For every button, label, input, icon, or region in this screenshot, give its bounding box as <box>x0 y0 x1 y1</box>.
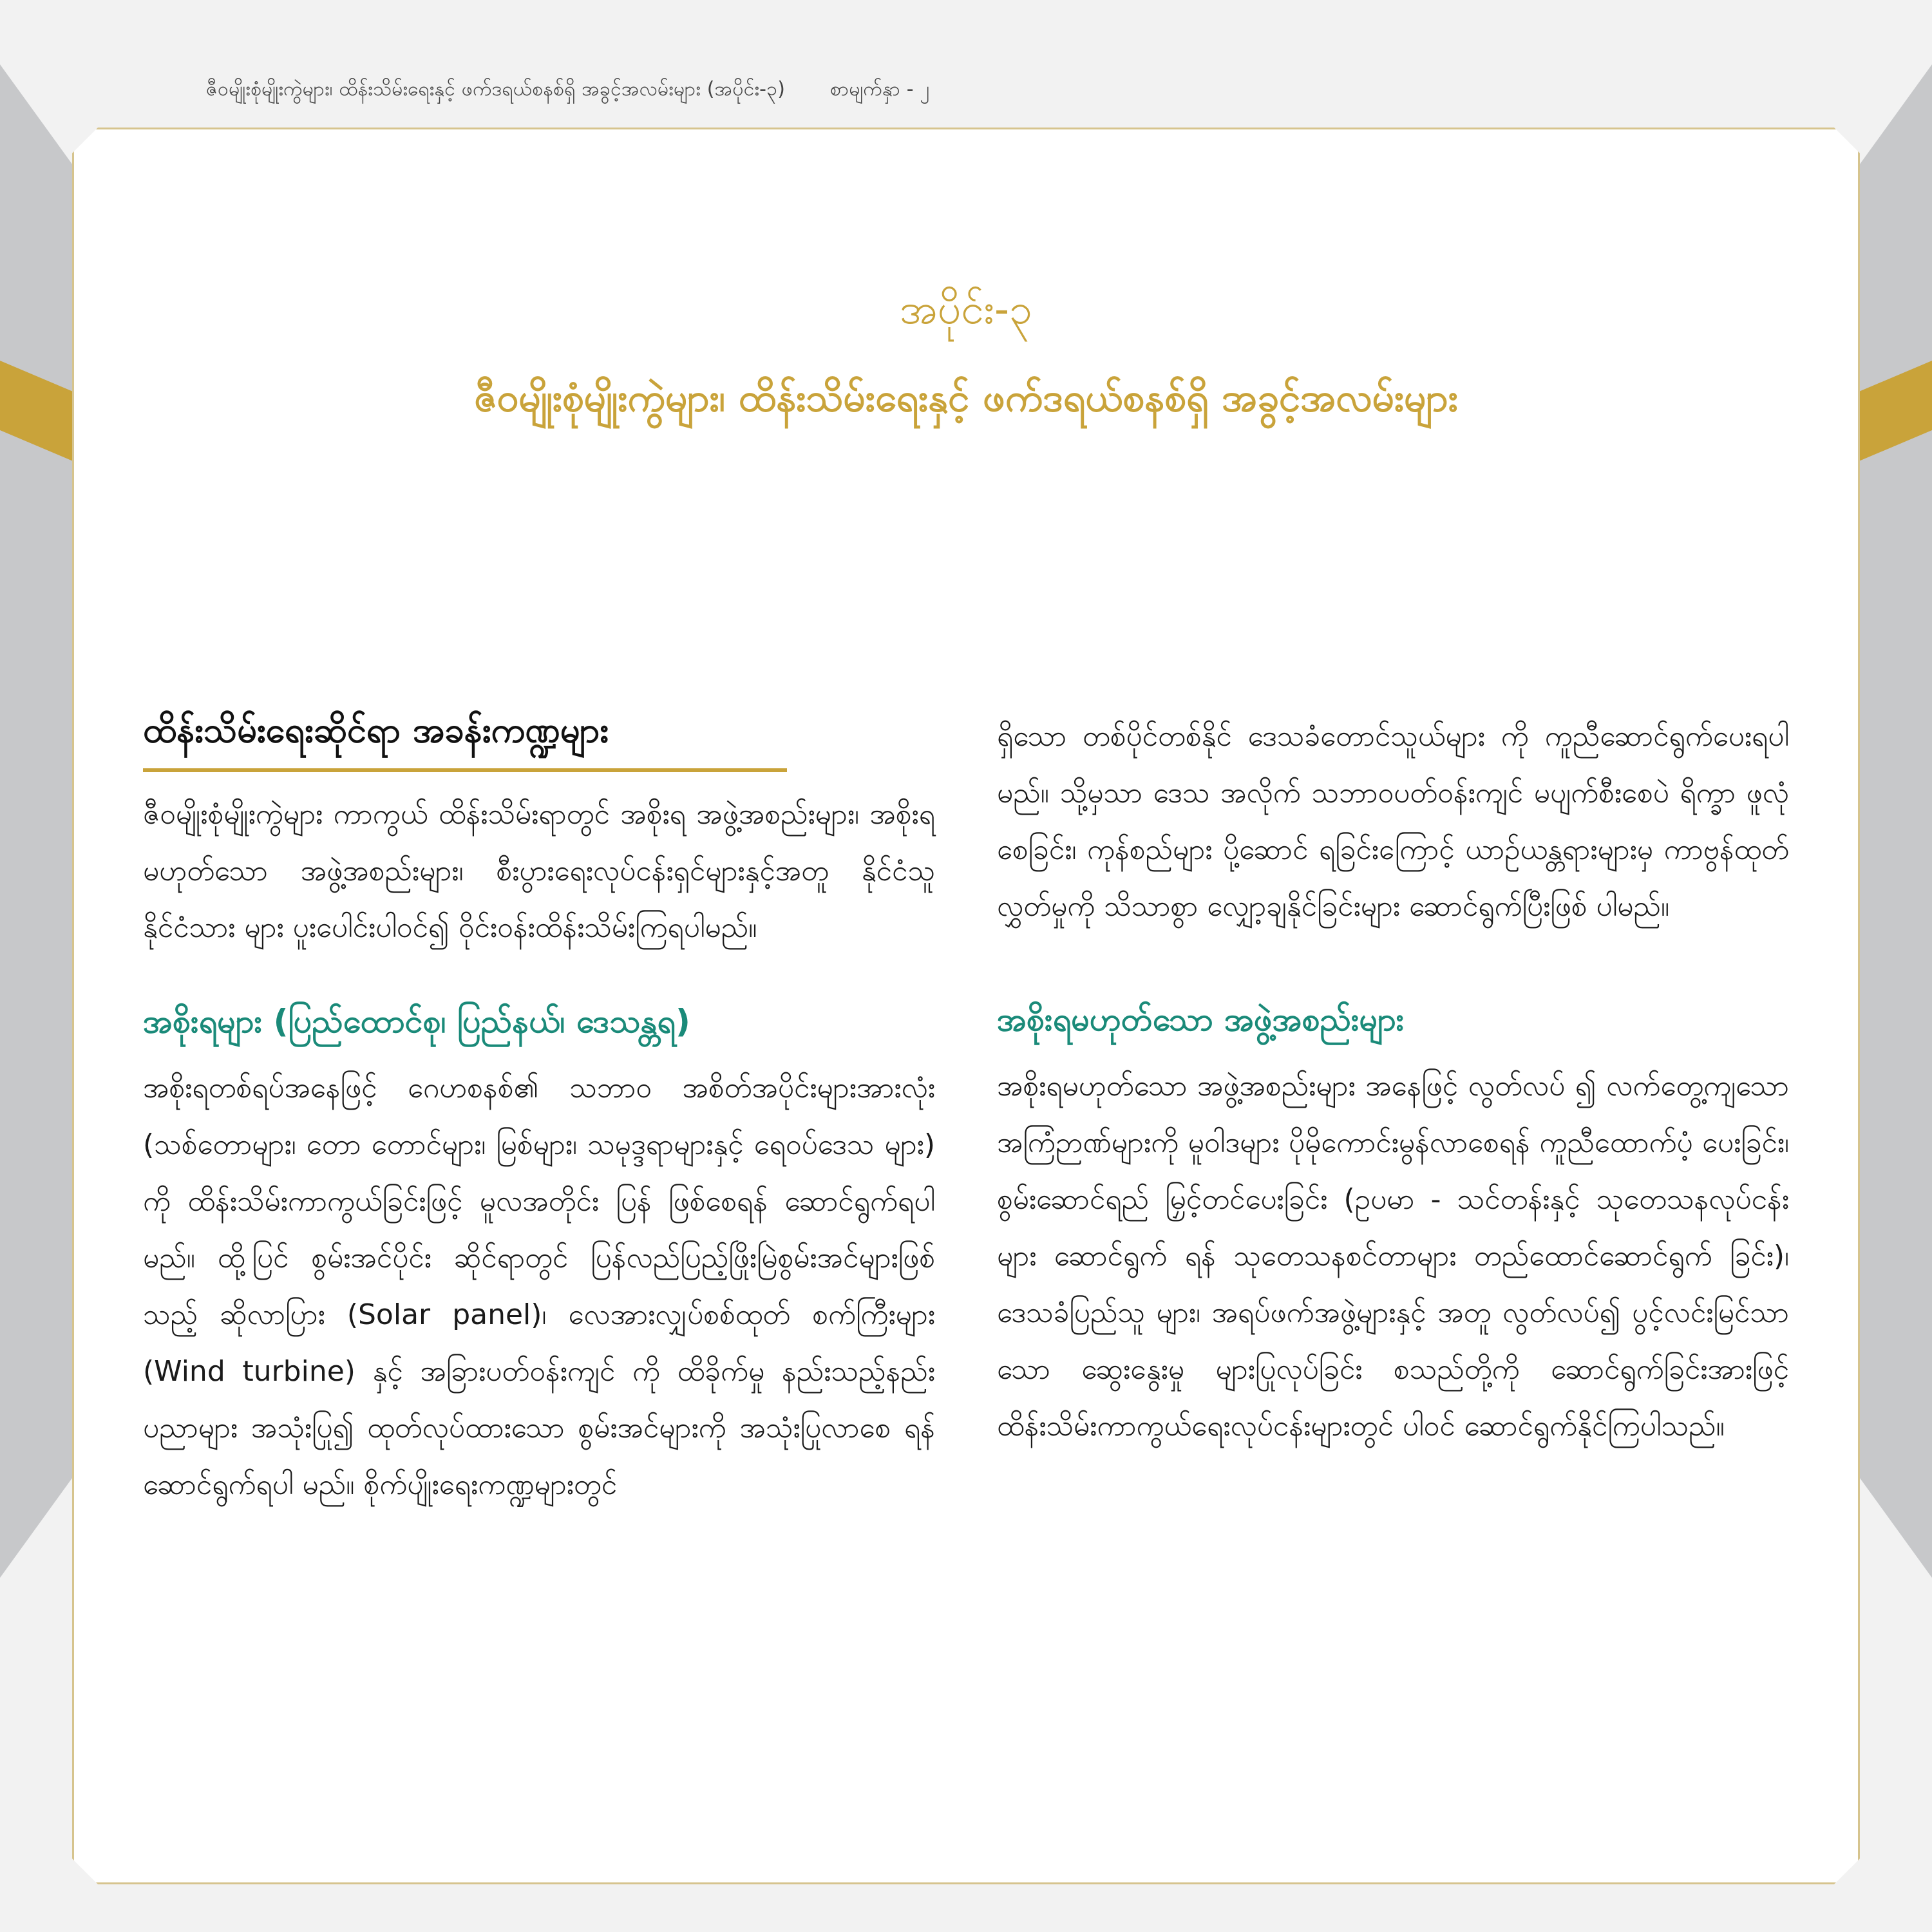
government-subtitle: အစိုးရများ (ပြည်ထောင်စု၊ ပြည်နယ်၊ ဒေသန္တရ) <box>143 1003 690 1040</box>
intro-paragraph: ဇီဝမျိုးစုံမျိုးကွဲများ ကာကွယ် ထိန်းသိမ်းရာတွင် အစိုးရ အဖွဲ့အစည်းများ၊ အစိုးရမဟုတ်သော အဖွဲ့အစည်းများ၊ စီးပွားရေးလုပ်ငန်းရှင်များနှင့်အတူ နိုင်ငံသူ နိုင်ငံသား များ ပူးပေါင်းပါဝင်၍ ဝိုင်းဝန်းထိန်းသိမ်းကြရပါမည်။ <box>143 798 935 944</box>
government-paragraph: အစိုးရတစ်ရပ်အနေဖြင့် ဂေဟစနစ်၏ သဘာဝ အစိတ်အပိုင်းများအားလုံး (သစ်တောများ၊ တော တောင်များ၊ မြစ်များ၊ သမုဒ္ဒရာများနှင့် ရေဝပ်ဒေသ များ) ကို ထိန်းသိမ်းကာကွယ်ခြင်းဖြင့် မူလအတိုင်း ပြန် ဖြစ်စေရန် ဆောင်ရွက်ရပါမည်။ ထို့ပြင် စွမ်းအင်ပိုင်း ဆိုင်ရာတွင် ပြန်လည်ပြည့်ဖြိုးမြဲစွမ်းအင်များဖြစ်သည့် ဆိုလာပြား (Solar panel)၊ လေအားလျှပ်စစ်ထုတ် စက်ကြီးများ (Wind turbine) နှင့် အခြားပတ်ဝန်းကျင် ကို ထိခိုက်မှု နည်းသည့်နည်းပညာများ အသုံးပြု၍ ထုတ်လုပ်ထားသော စွမ်းအင်များကို အသုံးပြုလာစေ ရန် ဆောင်ရွက်ရပါ မည်။ စိုက်ပျိုးရေးကဏ္ဍများတွင် <box>143 1072 935 1501</box>
ngo-paragraph: အစိုးရမဟုတ်သော အဖွဲ့အစည်းများ အနေဖြင့် လွတ်လပ် ၍ လက်တွေ့ကျသော အကြံဉာဏ်များကို မူဝါဒများ ပိုမိုကောင်းမွန်လာစေရန် ကူညီထောက်ပံ့ ပေးခြင်း၊ စွမ်းဆောင်ရည် မြှင့်တင်ပေးခြင်း (ဥပမာ - သင်တန်းနှင့် သုတေသနလုပ်ငန်းများ ဆောင်ရွက် ရန် သုတေသနစင်တာများ တည်ထောင်ဆောင်ရွက် ခြင်း)၊ ဒေသခံပြည်သူ များ၊ အရပ်ဖက်အဖွဲ့များနှင့် အတူ လွတ်လပ်၍ ပွင့်လင်းမြင်သာသော ဆွေးနွေးမှု များပြုလုပ်ခြင်း စသည်တို့ကို ဆောင်ရွက်ခြင်းအားဖြင့် ထိန်းသိမ်းကာကွယ်ရေးလုပ်ငန်းများတွင် ပါဝင် ဆောင်ရွက်နိုင်ကြပါသည်။ <box>997 1070 1789 1443</box>
ngo-subtitle: အစိုးရမဟုတ်သော အဖွဲ့အစည်းများ <box>997 1001 1405 1038</box>
part-label: အပိုင်း-၃ <box>899 286 1033 334</box>
running-title: ဇီဝမျိုးစုံမျိုးကွဲများ၊ ထိန်းသိမ်းရေးနှင့် ဖက်ဒရယ်စနစ်ရှိ အခွင့်အလမ်းများ (အပိုင်း-၃) <box>206 78 786 100</box>
section-title: ထိန်းသိမ်းရေးဆိုင်ရာ အခန်းကဏ္ဍများ <box>143 708 787 772</box>
running-header <box>206 76 929 105</box>
page-number: စာမျက်နှာ - ၂ <box>829 78 930 100</box>
page-title: ဇီဝမျိုးစုံမျိုးကွဲများ၊ ထိန်းသိမ်းရေးနှင့် ဖက်ဒရယ်စနစ်ရှိ အခွင့်အလမ်းများ <box>474 375 1458 421</box>
right-column <box>997 708 1789 1455</box>
left-column <box>143 708 935 1513</box>
continuation-paragraph: ရှိသော တစ်ပိုင်တစ်နိုင် ဒေသခံတောင်သူယ်များ ကို ကူညီဆောင်ရွက်ပေးရပါမည်။ သို့မှသာ ဒေသ အလိုက် သဘာဝပတ်ဝန်းကျင် မပျက်စီးစေပဲ ရိက္ခာ ဖူလုံစေခြင်း၊ ကုန်စည်များ ပို့ဆောင် ရခြင်းကြောင့် ယာဉ်ယန္တရားများမှ ကာဗွန်ထုတ်လွှတ်မှုကို သိသာစွာ လျှော့ချနိုင်ခြင်းများ ဆောင်ရွက်ပြီးဖြစ် ပါမည်။ <box>997 720 1789 923</box>
